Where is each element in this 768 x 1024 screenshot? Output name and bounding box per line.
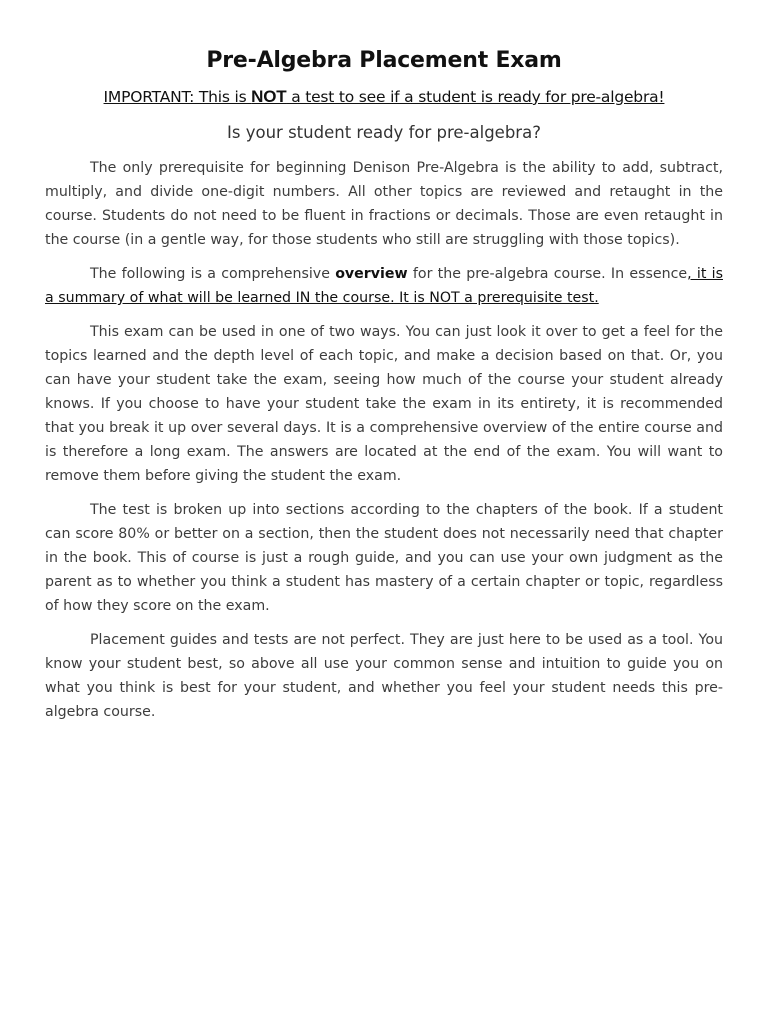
important-notice-not: NOT	[251, 87, 287, 106]
important-notice	[45, 87, 723, 107]
paragraph-overview-bold: overview	[335, 266, 408, 282]
paragraph-usage: This exam can be used in one of two ways. You can just look it over to get a feel for the topics learned and the depth level of each topic, and make a decision based on that. Or, you can have your student take the exam, seeing how much of the course your student already knows. If you choose to have your student take the exam in its entirety, it is recommended that you break it up over several days. It is a comprehensive overview of the entire course and is therefore a long exam. The answers are located at the end of the exam. You will want to remove them before giving the student the exam.	[45, 324, 723, 484]
important-notice-prefix: IMPORTANT: This is	[103, 88, 252, 106]
paragraph-overview-before: The following is a comprehensive	[90, 266, 336, 282]
paragraph-overview-middle: for the pre-algebra course. In essence	[407, 266, 688, 282]
page-subtitle: Is your student ready for pre-algebra?	[227, 123, 541, 142]
paragraph-overview-emphasis: , it is a summary of what will be learned IN the course. It is NOT a prerequisite test.	[45, 266, 723, 306]
important-notice-suffix: a test to see if a student is ready for pre-algebra!	[286, 88, 665, 106]
paragraph-prerequisite: The only prerequisite for beginning Denison Pre-Algebra is the ability to add, subtract, multiply, and divide one-digit numbers. All other topics are reviewed and retaught in the course. Students do not need to be fluent in fractions or decimals. Those are even retaught in the course (in a gentle way, for those students who still are struggling with those topics).	[45, 160, 723, 248]
paragraph-sections: The test is broken up into sections according to the chapters of the book. If a student can score 80% or better on a section, then the student does not necessarily need that chapter in the book. This of course is just a rough guide, and you can use your own judgment as the parent as to whether you think a student has mastery of a certain chapter or topic, regardless of how they score on the exam.	[45, 502, 723, 614]
paragraph-overview	[45, 262, 723, 310]
paragraph-guidance: Placement guides and tests are not perfect. They are just here to be used as a tool. You know your student best, so above all use your common sense and intuition to guide you on what you think is best for your student, and whether you feel your student needs this pre-algebra course.	[45, 632, 723, 720]
page-title: Pre-Algebra Placement Exam	[206, 48, 562, 73]
